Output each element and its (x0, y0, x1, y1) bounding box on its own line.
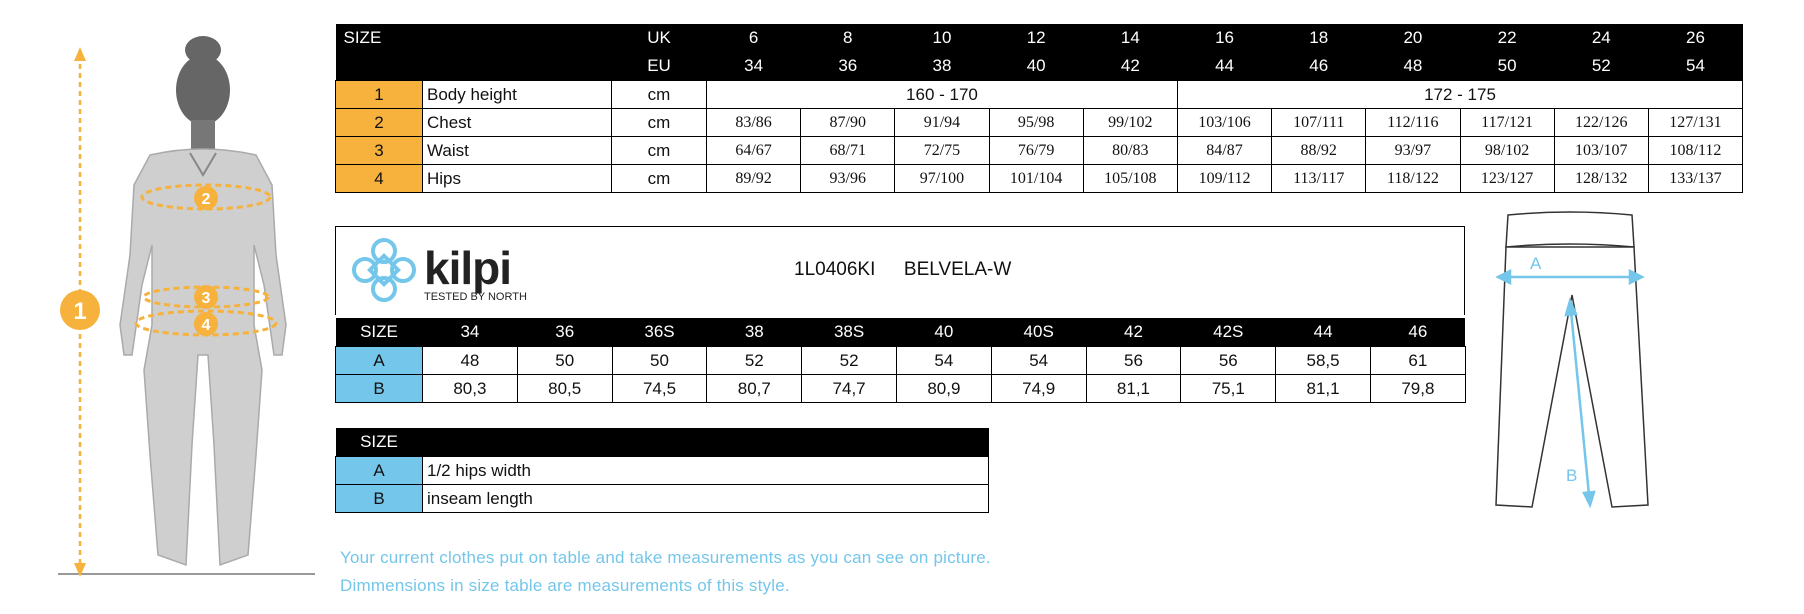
row-unit: cm (612, 81, 707, 109)
eu-size: 52 (1554, 52, 1648, 81)
legend-row-a (336, 457, 989, 485)
row-name: Chest (423, 109, 612, 137)
row-label: B (336, 375, 423, 403)
uk-row (336, 24, 1743, 52)
table-cell: 83/86 (707, 109, 801, 137)
body-height-row (336, 81, 1743, 109)
table-cell: 50 (517, 347, 612, 375)
table-cell: 80,9 (896, 375, 991, 403)
table-cell: 64/67 (707, 137, 801, 165)
table-cell: 52 (802, 347, 897, 375)
table-cell: 84/87 (1177, 137, 1271, 165)
table-cell: 80,3 (423, 375, 518, 403)
measurement-legend-table (335, 428, 989, 513)
table-cell: 99/102 (1083, 109, 1177, 137)
table-cell: 113/117 (1272, 165, 1366, 193)
marker-2 (194, 186, 218, 210)
eu-size: 42 (1083, 52, 1177, 81)
row-number: 2 (336, 109, 423, 137)
size-header: SIZE (336, 428, 423, 457)
size-chart-table (335, 24, 1743, 193)
table-cell: 81,1 (1086, 375, 1181, 403)
eu-row (336, 52, 1743, 81)
table-cell: 80,5 (517, 375, 612, 403)
row-label: B (336, 485, 423, 513)
chest-row (336, 109, 1743, 137)
table-cell: 81,1 (1276, 375, 1371, 403)
row-unit: cm (612, 137, 707, 165)
pants-size: 44 (1276, 318, 1371, 347)
brand-header (335, 226, 1465, 315)
pants-size-table (335, 318, 1466, 403)
uk-size: 8 (801, 24, 895, 52)
table-cell: 79,8 (1370, 375, 1465, 403)
uk-size: 10 (895, 24, 989, 52)
product-code: 1L0406KI (794, 259, 876, 280)
legend-description: inseam length (423, 485, 989, 513)
table-cell: 133/137 (1648, 165, 1742, 193)
eu-size: 38 (895, 52, 989, 81)
product-name: BELVELA-W (903, 259, 1012, 280)
legend-description: 1/2 hips width (423, 457, 989, 485)
table-cell: 103/107 (1554, 137, 1648, 165)
table-cell: 54 (991, 347, 1086, 375)
table-cell: 80,7 (707, 375, 802, 403)
eu-size: 54 (1648, 52, 1742, 81)
table-cell: 48 (423, 347, 518, 375)
row-name: Hips (423, 165, 612, 193)
pants-size: 40 (896, 318, 991, 347)
row-name: Body height (423, 81, 612, 109)
pants-size: 38 (707, 318, 802, 347)
table-cell: 118/122 (1366, 165, 1460, 193)
eu-size: 36 (801, 52, 895, 81)
table-cell: 107/111 (1272, 109, 1366, 137)
row-unit: cm (612, 165, 707, 193)
brand-name: kilpi (424, 242, 512, 294)
pants-size-header-row (336, 318, 1466, 347)
table-cell: 98/102 (1460, 137, 1554, 165)
table-cell: 74,9 (991, 375, 1086, 403)
height-range: 172 - 175 (1177, 81, 1742, 109)
hips-row (336, 165, 1743, 193)
legend-row-b (336, 485, 989, 513)
uk-size: 20 (1366, 24, 1460, 52)
pants-size: 34 (423, 318, 518, 347)
legend-header-row (336, 428, 989, 457)
table-cell: 109/112 (1177, 165, 1271, 193)
table-cell: 101/104 (989, 165, 1083, 193)
table-cell: 58,5 (1276, 347, 1371, 375)
pants-size: 38S (802, 318, 897, 347)
table-cell: 80/83 (1083, 137, 1177, 165)
row-number: 4 (336, 165, 423, 193)
height-range: 160 - 170 (707, 81, 1178, 109)
table-cell: 54 (896, 347, 991, 375)
eu-label: EU (612, 52, 707, 81)
brand-tagline: TESTED BY NORTH (424, 291, 527, 303)
table-cell: 56 (1086, 347, 1181, 375)
table-cell: 93/97 (1366, 137, 1460, 165)
uk-size: 24 (1554, 24, 1648, 52)
row-label: A (336, 457, 423, 485)
row-label: A (336, 347, 423, 375)
uk-size: 16 (1177, 24, 1271, 52)
uk-size: 14 (1083, 24, 1177, 52)
table-cell: 105/108 (1083, 165, 1177, 193)
eu-size: 40 (989, 52, 1083, 81)
pants-diagram (1470, 205, 1670, 515)
pants-size: 42 (1086, 318, 1181, 347)
eu-size: 50 (1460, 52, 1554, 81)
row-unit: cm (612, 109, 707, 137)
table-cell: 68/71 (801, 137, 895, 165)
eu-size: 48 (1366, 52, 1460, 81)
pants-label-b: B (1566, 466, 1578, 485)
table-cell: 93/96 (801, 165, 895, 193)
table-cell: 117/121 (1460, 109, 1554, 137)
uk-size: 18 (1272, 24, 1366, 52)
table-cell: 127/131 (1648, 109, 1742, 137)
table-cell: 103/106 (1177, 109, 1271, 137)
eu-size: 46 (1272, 52, 1366, 81)
table-cell: 61 (1370, 347, 1465, 375)
table-cell: 97/100 (895, 165, 989, 193)
pants-size: 46 (1370, 318, 1465, 347)
table-cell: 74,5 (612, 375, 707, 403)
table-cell: 50 (612, 347, 707, 375)
table-cell: 75,1 (1181, 375, 1276, 403)
waist-row (336, 137, 1743, 165)
row-number: 3 (336, 137, 423, 165)
pants-size: 36S (612, 318, 707, 347)
instruction-note-1: Your current clothes put on table and take measurements as you can see on picture. (340, 548, 991, 567)
table-cell: 74,7 (802, 375, 897, 403)
pants-size: 36 (517, 318, 612, 347)
table-cell: 91/94 (895, 109, 989, 137)
eu-size: 34 (707, 52, 801, 81)
size-header: SIZE (336, 24, 423, 52)
table-cell: 52 (707, 347, 802, 375)
marker-4 (194, 312, 218, 336)
table-cell: 87/90 (801, 109, 895, 137)
svg-text:3: 3 (201, 290, 211, 307)
svg-text:1: 1 (73, 298, 87, 325)
svg-text:2: 2 (201, 191, 211, 208)
table-cell: 122/126 (1554, 109, 1648, 137)
marker-3 (194, 285, 218, 309)
table-cell: 128/132 (1554, 165, 1648, 193)
table-cell: 72/75 (895, 137, 989, 165)
table-cell: 56 (1181, 347, 1276, 375)
pants-size: 40S (991, 318, 1086, 347)
pants-row-a (336, 347, 1466, 375)
uk-size: 26 (1648, 24, 1742, 52)
pants-size: 42S (1181, 318, 1276, 347)
table-cell: 88/92 (1272, 137, 1366, 165)
table-cell: 76/79 (989, 137, 1083, 165)
table-cell: 112/116 (1366, 109, 1460, 137)
kilpi-knot-icon (350, 233, 418, 307)
uk-label: UK (612, 24, 707, 52)
marker-1 (60, 290, 100, 330)
table-cell: 123/127 (1460, 165, 1554, 193)
pants-label-a: A (1530, 254, 1542, 273)
svg-text:4: 4 (201, 317, 211, 334)
uk-size: 6 (707, 24, 801, 52)
table-cell: 95/98 (989, 109, 1083, 137)
row-number: 1 (336, 81, 423, 109)
instruction-note-2: Dimmensions in size table are measurements of this style. (340, 576, 790, 595)
table-cell: 108/112 (1648, 137, 1742, 165)
table-cell: 89/92 (707, 165, 801, 193)
uk-size: 22 (1460, 24, 1554, 52)
size-header: SIZE (336, 318, 423, 347)
body-figure (50, 25, 320, 580)
product-title (794, 259, 1011, 281)
row-name: Waist (423, 137, 612, 165)
uk-size: 12 (989, 24, 1083, 52)
eu-size: 44 (1177, 52, 1271, 81)
pants-row-b (336, 375, 1466, 403)
